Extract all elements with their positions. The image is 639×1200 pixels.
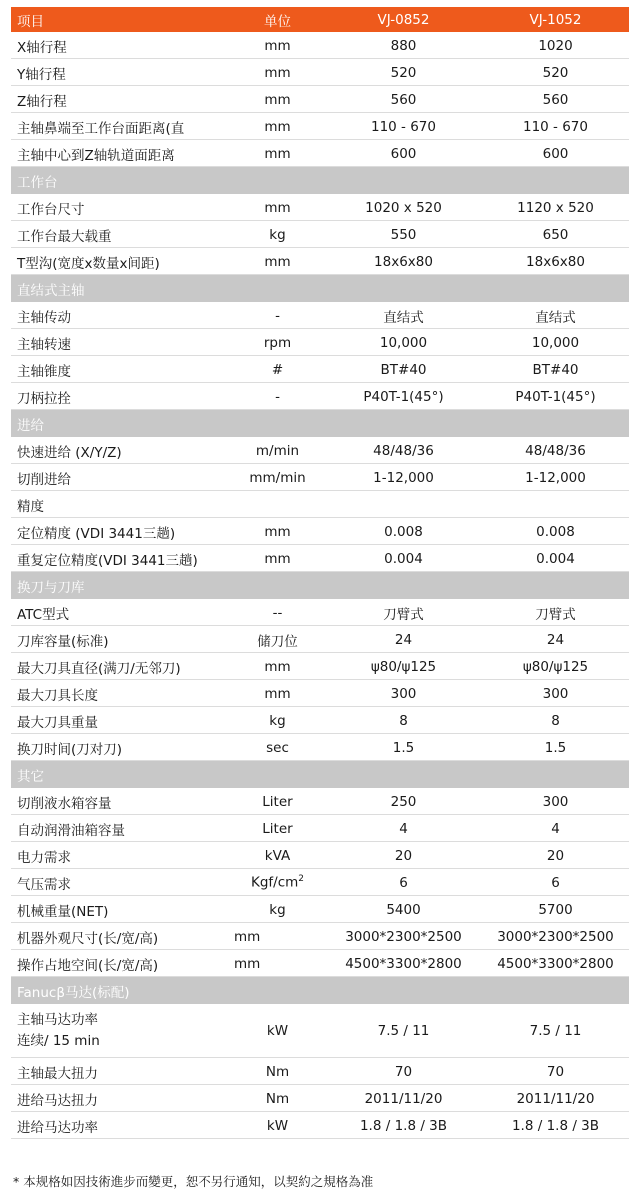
spec-unit-text: -- — [272, 604, 283, 621]
table-row — [11, 788, 629, 815]
spec-name: 机械重量(NET) — [17, 903, 109, 920]
spec-unit — [230, 848, 325, 864]
spec-name: 定位精度 (VDI 3441三趟) — [17, 525, 176, 542]
spec-value-model-1: 18x6x80 — [374, 253, 433, 270]
spec-value-model-1: 直结式 — [383, 309, 424, 326]
section-title: 直结式主轴 — [17, 282, 85, 299]
table-row — [11, 302, 629, 329]
spec-value-model-1: 70 — [394, 1063, 413, 1080]
spec-unit — [230, 470, 325, 486]
spec-value-model-2: 0.008 — [536, 523, 575, 540]
spec-unit-text: Liter — [262, 793, 293, 810]
spec-value-model-2: 560 — [542, 91, 569, 108]
spec-name: 工作台尺寸 — [17, 201, 85, 218]
spec-unit — [230, 254, 325, 270]
spec-value-model-2: 直结式 — [535, 309, 576, 326]
spec-value-model-1: 560 — [390, 91, 417, 108]
spec-name — [11, 1010, 230, 1052]
spec-name: 刀柄拉拴 — [17, 390, 71, 407]
spec-unit — [230, 38, 325, 54]
table-row — [11, 680, 629, 707]
spec-value-model-2: 1020 — [538, 37, 573, 54]
spec-unit-text: kVA — [264, 847, 291, 864]
spec-value-model-1: 24 — [394, 631, 413, 648]
spec-value-model-1: 4500*3300*2800 — [345, 955, 462, 972]
spec-value-model-1: P40T-1(45°) — [363, 388, 444, 405]
spec-unit — [230, 119, 325, 135]
spec-value-model-1: 4 — [399, 820, 408, 837]
spec-unit-text: mm — [264, 199, 291, 216]
spec-value-model-1: 550 — [390, 226, 417, 243]
spec-table — [11, 7, 629, 1139]
spec-value-model-2: 10,000 — [531, 334, 580, 351]
spec-unit — [230, 524, 325, 540]
spec-name: 电力需求 — [17, 849, 71, 866]
spec-value-model-2: 2011/11/20 — [516, 1090, 595, 1107]
spec-value-model-2: 1120 x 520 — [517, 199, 594, 216]
spec-unit — [230, 200, 325, 216]
spec-name: 进给马达功率 — [17, 1119, 98, 1136]
spec-name: 切削液水箱容量 — [17, 795, 112, 812]
spec-name: 气压需求 — [17, 876, 71, 893]
spec-value-model-1: ψ80/ψ125 — [370, 658, 437, 675]
table-row — [11, 383, 629, 410]
header-model-1: VJ-0852 — [377, 11, 430, 28]
spec-name: 主轴转速 — [17, 336, 71, 353]
spec-unit-text: 储刀位 — [257, 633, 298, 650]
spec-value-model-1: 1020 x 520 — [365, 199, 442, 216]
spec-unit — [230, 146, 325, 162]
footnote: * 本规格如因技術進步而變更，恕不另行通知，以契約之規格為准 — [13, 1174, 374, 1189]
spec-value-model-2: 0.004 — [536, 550, 575, 567]
table-row — [11, 464, 629, 491]
spec-unit-text: mm — [264, 523, 291, 540]
spec-unit-superscript: 2 — [298, 874, 305, 885]
spec-name: 自动润滑油箱容量 — [17, 822, 125, 839]
table-row — [11, 248, 629, 275]
spec-unit-text: mm — [264, 685, 291, 702]
spec-unit — [230, 1023, 325, 1039]
table-row — [11, 869, 629, 896]
spec-name: 进给马达扭力 — [17, 1092, 98, 1109]
row-divider — [11, 1138, 629, 1139]
spec-value-model-1: 20 — [394, 847, 413, 864]
spec-unit — [230, 874, 325, 891]
spec-value-model-1: 1.5 — [392, 739, 415, 756]
spec-name: 主轴锥度 — [17, 363, 71, 380]
table-row — [11, 86, 629, 113]
spec-unit — [230, 443, 325, 459]
spec-unit — [230, 389, 325, 405]
spec-unit-text: Nm — [265, 1063, 290, 1080]
header-item: 项目 — [17, 13, 44, 30]
spec-value-model-2: 300 — [542, 685, 569, 702]
spec-name: 最大刀具长度 — [17, 687, 98, 704]
spec-unit-text: mm — [264, 253, 291, 270]
spec-name: Y轴行程 — [17, 66, 66, 83]
spec-value-model-1: 3000*2300*2500 — [345, 928, 462, 945]
table-row — [11, 32, 629, 59]
spec-unit-text: sec — [266, 739, 289, 756]
spec-unit-text: mm — [264, 64, 291, 81]
spec-name: 精度 — [17, 498, 44, 515]
spec-name: 最大刀具重量 — [17, 714, 98, 731]
spec-value-model-2: 18x6x80 — [526, 253, 585, 270]
spec-unit — [230, 551, 325, 567]
table-body — [11, 32, 629, 1139]
spec-value-model-1: 8 — [399, 712, 408, 729]
spec-value-model-2: 48/48/36 — [525, 442, 586, 459]
section-title: 进给 — [17, 417, 44, 434]
spec-value-model-2: P40T-1(45°) — [515, 388, 596, 405]
spec-unit-text: mm — [264, 118, 291, 135]
spec-value-model-2: 6 — [551, 874, 560, 891]
spec-unit — [230, 740, 325, 756]
spec-value-model-1: 300 — [390, 685, 417, 702]
spec-value-model-2: 4500*3300*2800 — [497, 955, 614, 972]
spec-unit — [230, 794, 325, 810]
section-header — [11, 410, 629, 437]
table-row — [11, 437, 629, 464]
spec-name: 刀库容量(标准) — [17, 633, 109, 650]
spec-value-model-1: 250 — [390, 793, 417, 810]
table-row — [11, 140, 629, 167]
spec-name: 快速进给 (X/Y/Z) — [17, 444, 122, 461]
table-row — [11, 653, 629, 680]
spec-unit — [230, 308, 325, 324]
spec-value-model-2: 8 — [551, 712, 560, 729]
table-row — [11, 491, 629, 518]
spec-value-model-1: 7.5 / 11 — [377, 1023, 430, 1039]
table-row — [11, 734, 629, 761]
table-row — [11, 815, 629, 842]
spec-unit-text: mm — [264, 145, 291, 162]
spec-unit-text: kg — [269, 712, 286, 729]
spec-name: ATC型式 — [17, 606, 70, 623]
table-row — [11, 626, 629, 653]
table-row — [11, 1085, 629, 1112]
spec-unit — [230, 659, 325, 675]
spec-unit-text: Kgf/cm — [250, 874, 299, 891]
spec-name: 主轴中心到Z轴轨道面距离 — [17, 147, 175, 164]
spec-unit — [230, 686, 325, 702]
section-title: 其它 — [17, 768, 44, 785]
spec-name: 主轴传动 — [17, 309, 71, 326]
table-row — [11, 1058, 629, 1085]
table-row — [11, 896, 629, 923]
spec-unit — [230, 605, 325, 621]
table-row — [11, 194, 629, 221]
section-title: 换刀与刀库 — [17, 579, 85, 596]
spec-value-model-2: 20 — [546, 847, 565, 864]
spec-name: 重复定位精度(VDI 3441三趟) — [17, 552, 198, 569]
table-row — [11, 923, 629, 950]
spec-value-model-1: 1-12,000 — [373, 469, 434, 486]
spec-unit-text: Liter — [262, 820, 293, 837]
spec-value-model-1: 600 — [390, 145, 417, 162]
table-row — [11, 518, 629, 545]
spec-unit-text: m/min — [255, 442, 300, 459]
spec-unit-text: rpm — [263, 334, 292, 351]
spec-value-model-2: 5700 — [538, 901, 573, 918]
spec-name: 主轴鼻端至工作台面距离(直 — [17, 120, 185, 137]
spec-unit — [230, 335, 325, 351]
spec-name: 工作台最大载重 — [17, 228, 112, 245]
spec-unit-text: mm — [234, 955, 261, 972]
spec-value-model-1: 10,000 — [379, 334, 428, 351]
spec-value-model-1: 5400 — [386, 901, 421, 918]
table-header — [11, 7, 629, 32]
spec-unit — [230, 227, 325, 243]
spec-value-model-1: 520 — [390, 64, 417, 81]
spec-unit-text: mm — [264, 658, 291, 675]
spec-value-model-1: 0.004 — [384, 550, 423, 567]
spec-unit-text: kg — [269, 226, 286, 243]
spec-name: Z轴行程 — [17, 93, 67, 110]
table-row — [11, 329, 629, 356]
spec-unit-text: kW — [266, 1023, 289, 1039]
section-header — [11, 167, 629, 194]
spec-unit-text: - — [275, 388, 280, 405]
table-row — [11, 599, 629, 626]
spec-name: T型沟(宽度x数量x间距) — [17, 255, 160, 272]
spec-value-model-1: 刀臂式 — [383, 606, 424, 623]
spec-unit-text: # — [271, 361, 284, 378]
spec-value-model-1: 0.008 — [384, 523, 423, 540]
spec-unit — [230, 1118, 325, 1134]
spec-unit — [230, 92, 325, 108]
spec-name-line-2: 连续/ 15 min — [17, 1033, 100, 1049]
spec-name: X轴行程 — [17, 39, 67, 56]
spec-value-model-2: 600 — [542, 145, 569, 162]
section-header — [11, 572, 629, 599]
table-row — [11, 950, 629, 977]
spec-value-model-2: BT#40 — [532, 361, 579, 378]
spec-name: 机器外观尺寸(长/宽/高) — [17, 930, 159, 947]
spec-unit-text: mm — [264, 91, 291, 108]
spec-value-model-1: 880 — [390, 37, 417, 54]
spec-unit — [230, 65, 325, 81]
table-row — [11, 707, 629, 734]
spec-unit — [230, 1091, 325, 1107]
spec-unit — [230, 713, 325, 729]
table-row — [11, 356, 629, 383]
spec-value-model-1: 1.8 / 1.8 / 3B — [359, 1117, 448, 1134]
spec-unit — [230, 929, 325, 945]
spec-value-model-2: 520 — [542, 64, 569, 81]
spec-unit-text: - — [275, 307, 280, 324]
spec-unit — [230, 821, 325, 837]
spec-name: 切削进给 — [17, 471, 71, 488]
spec-name: 换刀时间(刀对刀) — [17, 741, 123, 758]
spec-value-model-2: 1.5 — [544, 739, 567, 756]
spec-value-model-2: 7.5 / 11 — [529, 1023, 582, 1039]
spec-value-model-2: 24 — [546, 631, 565, 648]
table-row — [11, 545, 629, 572]
header-model-2: VJ-1052 — [529, 11, 582, 28]
spec-unit-text: mm — [234, 928, 261, 945]
section-header — [11, 761, 629, 788]
spec-unit — [230, 956, 325, 972]
table-row — [11, 1112, 629, 1139]
spec-unit-text: mm — [264, 37, 291, 54]
spec-unit-text: kg — [269, 901, 286, 918]
spec-unit-text: mm — [264, 550, 291, 567]
section-header — [11, 275, 629, 302]
spec-value-model-1: 6 — [399, 874, 408, 891]
spec-name: 最大刀具直径(满刀/无邻刀) — [17, 660, 181, 677]
spec-value-model-1: 2011/11/20 — [364, 1090, 443, 1107]
spec-unit-text: mm/min — [249, 469, 306, 486]
spec-value-model-1: BT#40 — [380, 361, 427, 378]
section-title: Fanucβ马达(标配) — [17, 984, 130, 1001]
spec-unit-text: Nm — [265, 1090, 290, 1107]
spec-value-model-2: 110 - 670 — [523, 118, 588, 135]
spec-value-model-1: 48/48/36 — [373, 442, 434, 459]
spec-value-model-2: 650 — [542, 226, 569, 243]
spec-value-model-2: 300 — [542, 793, 569, 810]
spec-value-model-2: 3000*2300*2500 — [497, 928, 614, 945]
spec-unit-text: kW — [266, 1117, 289, 1134]
spec-value-model-2: 刀臂式 — [535, 606, 576, 623]
spec-value-model-2: 4 — [551, 820, 560, 837]
header-unit: 单位 — [264, 13, 291, 30]
section-header — [11, 977, 629, 1004]
spec-value-model-2: 70 — [546, 1063, 565, 1080]
spec-unit — [230, 362, 325, 378]
table-row — [11, 221, 629, 248]
table-row — [11, 1004, 629, 1058]
spec-value-model-2: 1-12,000 — [525, 469, 586, 486]
spec-unit — [230, 1064, 325, 1080]
spec-name: 主轴最大扭力 — [17, 1065, 98, 1082]
table-row — [11, 842, 629, 869]
spec-value-model-2: 1.8 / 1.8 / 3B — [511, 1117, 600, 1134]
table-row — [11, 113, 629, 140]
section-title: 工作台 — [17, 174, 58, 191]
spec-name-line-1: 主轴马达功率 — [17, 1012, 98, 1028]
spec-value-model-2: ψ80/ψ125 — [522, 658, 589, 675]
table-row — [11, 59, 629, 86]
spec-unit — [230, 630, 325, 650]
spec-unit — [230, 902, 325, 918]
spec-value-model-1: 110 - 670 — [371, 118, 436, 135]
spec-name: 操作占地空间(长/宽/高) — [17, 957, 159, 974]
